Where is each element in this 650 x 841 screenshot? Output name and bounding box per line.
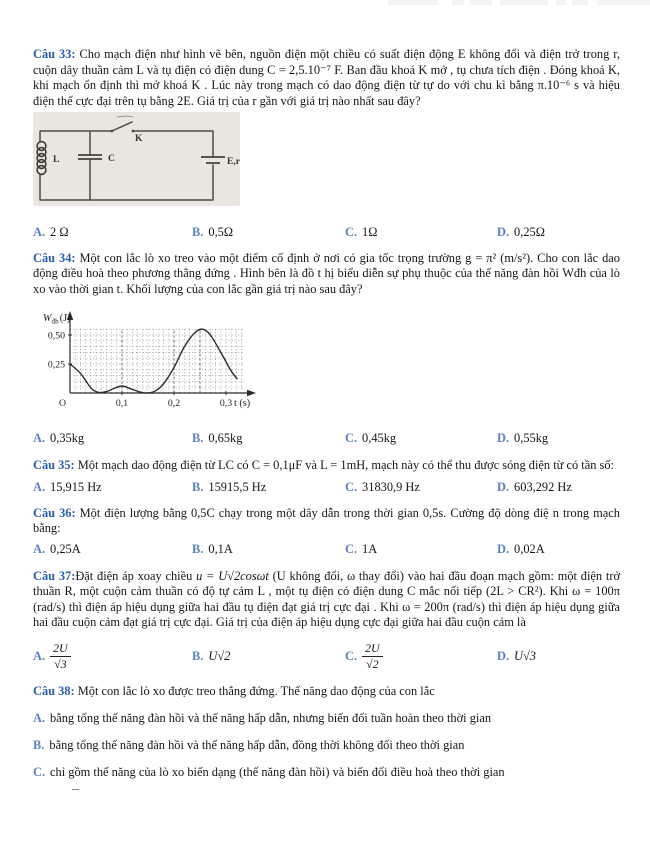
y-tick-label: 0,50: [47, 330, 65, 342]
circuit-figure: [33, 112, 240, 206]
answer-text: 0,5Ω: [208, 224, 234, 239]
answer-letter: C.: [345, 649, 358, 664]
question-36: [33, 506, 620, 558]
question-35-answers: [33, 480, 620, 496]
question-35-body: Một mạch dao động điện từ LC có C = 0,1μF và L = 1mH, mạch này có thể thu được sóng điện từ có tần số:: [77, 457, 614, 472]
answer-option-c: [345, 542, 497, 558]
answer-option-c: [345, 225, 497, 241]
photo-background: [33, 112, 240, 206]
question-38: [33, 684, 620, 781]
answer-letter: B.: [192, 480, 204, 495]
option-letter: A.: [33, 710, 46, 725]
battery-label: E,r: [227, 157, 240, 168]
answer-option-b: [192, 649, 345, 665]
switch-contact: [132, 130, 135, 133]
question-36-text: [33, 506, 620, 537]
answer-option-d: [497, 542, 620, 558]
fraction-value: [362, 642, 383, 673]
answer-option-c: [345, 431, 497, 447]
question-37-answers: [33, 637, 620, 677]
inductor-label: L: [53, 155, 60, 166]
answer-text: 0,25A: [50, 541, 81, 556]
option-b: [33, 738, 620, 754]
answer-text: 2 Ω: [50, 224, 69, 239]
answer-letter: A.: [33, 541, 46, 556]
x-tick-label: 0,2: [167, 398, 181, 410]
question-34-text: [33, 251, 620, 298]
question-34-label: Câu 34:: [33, 250, 76, 265]
answer-option-a: [33, 642, 192, 673]
x-axis-arrow: [247, 390, 256, 396]
y-tick-labels: [48, 331, 72, 371]
question-38-label: Câu 38:: [33, 683, 75, 698]
question-37-body-after: (U không đổi, ω thay đổi) vào hai đầu đoạn mạch gồm: một điện trở thuần R, một cuộn cảm thuần có độ tự cảm L , một tụ điện có điện dung C mắc nối tiếp (2L > CR²). Khi ω = 100π (rad/s) thì điện áp hiệu dụng giữa hai đầu tụ điện đạt giá trị cực đại . Khi ω = 200π (rad/s) thì điện áp hiệu dụng giữa hai đầu cuộn cảm đạt giá trị cực đại. Giá trị của điện áp hiệu dụng cực đại giữa hai đầu cuộn cảm là: [33, 568, 621, 630]
question-38-body: Một con lắc lò xo được treo thẳng đứng. Thế năng dao động của con lắc: [77, 683, 435, 698]
question-37-formula: u = U√2cosωt: [196, 568, 269, 583]
answer-text: 0,25Ω: [514, 224, 545, 239]
answer-text: 0,35kg: [50, 430, 85, 445]
question-33-body: Cho mạch điện như hình vẽ bên, nguồn điện một chiều có suất điện động E không đổi và điện trở trong r, cuộn dây thuần cảm L và tụ điện có điện dung C = 2,5.10⁻⁷ F. Ban đầu khoá K mở , tụ chưa tích điện . Đóng khoá K, khi mạch ổn định thì mở khoá K . Lúc này trong mạch có dao động điện từ tự do với chu kì bằng π.10⁻⁶ s và hiệu điện thế cực đại trên tụ bằng 2E. Giá trị của r gần với giá trị nào nhất sau đây?: [33, 47, 620, 108]
answer-text: 1Ω: [362, 224, 378, 239]
stray-pen-mark: [72, 789, 79, 790]
option-letter: B.: [33, 738, 45, 753]
answer-text: 0,45kg: [362, 430, 397, 445]
option-text: bằng tổng thế năng đàn hồi và thế năng hấp dẫn, đồng thời không đổi theo thời gian: [49, 738, 465, 753]
fraction-value: [50, 642, 71, 673]
answer-text: 15915,5 Hz: [208, 480, 267, 495]
answer-text: 1A: [362, 541, 378, 556]
switch-contact: [111, 130, 114, 133]
y-label-subscript: đh: [51, 317, 59, 326]
answer-option-d: [497, 431, 620, 447]
question-35-text: [33, 458, 620, 474]
y-axis-label: [43, 313, 70, 325]
answer-text: 31830,9 Hz: [362, 480, 420, 495]
question-37-label: Câu 37:: [33, 568, 76, 583]
question-33-text: [33, 47, 620, 109]
answer-letter: C.: [345, 480, 358, 495]
question-37-body-before: Đặt điện áp xoay chiều: [75, 568, 197, 583]
y-label-symbol: W: [43, 313, 52, 325]
question-36-body: Một điện lượng bằng 0,5C chạy trong một dây dẫn trong thời gian 0,5s. Cường độ dòng điệ n trong mạch bằng:: [33, 505, 620, 536]
answer-letter: C.: [345, 430, 358, 445]
question-33-label: Câu 33:: [33, 47, 76, 61]
answer-letter: D.: [497, 480, 510, 495]
graph-grid: [70, 330, 244, 394]
x-axis-label: t (s): [234, 398, 251, 410]
answer-option-a: [33, 542, 192, 558]
page-content: [33, 47, 620, 781]
answer-option-c: [345, 642, 497, 673]
answer-letter: D.: [497, 224, 510, 239]
answer-letter: D.: [497, 541, 510, 556]
fraction-numerator: 2U: [50, 642, 71, 658]
answer-text: 0,02A: [514, 541, 545, 556]
question-36-label: Câu 36:: [33, 505, 76, 520]
answer-option-b: [192, 225, 345, 241]
question-33-answers: [33, 225, 620, 241]
option-c: [33, 765, 620, 781]
fraction-denominator: √2: [366, 657, 379, 672]
fraction-denominator: √3: [54, 657, 67, 672]
answer-text: 0,55kg: [514, 430, 549, 445]
graph-guide-lines: [122, 330, 200, 394]
fraction-numerator: 2U: [362, 642, 383, 658]
x-tick-labels: [116, 391, 232, 409]
answer-option-b: [192, 480, 345, 496]
x-tick-label: 0,1: [115, 398, 129, 410]
x-tick-label: 0,3: [219, 398, 233, 410]
answer-letter: A.: [33, 649, 46, 664]
answer-option-b: [192, 431, 345, 447]
option-letter: C.: [33, 765, 46, 780]
question-36-answers: [33, 542, 620, 558]
option-text: bằng tổng thế năng đàn hồi và thế năng hấp dẫn, nhưng biến đổi tuần hoàn theo thời gian: [50, 710, 492, 725]
answer-text: 0,1A: [208, 541, 233, 556]
answer-option-a: [33, 431, 192, 447]
answer-option-d: [497, 225, 620, 241]
answer-letter: B.: [192, 430, 204, 445]
option-a: [33, 711, 620, 727]
answer-letter: B.: [192, 541, 204, 556]
answer-letter: A.: [33, 430, 46, 445]
answer-text: 0,65kg: [208, 430, 243, 445]
answer-letter: D.: [497, 649, 510, 664]
answer-option-d: [497, 480, 620, 496]
answer-text: U√3: [514, 649, 536, 664]
energy-curve: [70, 329, 237, 393]
answer-letter: B.: [192, 224, 204, 239]
answer-option-c: [345, 480, 497, 496]
question-38-text: [33, 684, 620, 700]
answer-letter: C.: [345, 541, 358, 556]
answer-letter: A.: [33, 224, 46, 239]
question-34-answers: [33, 431, 620, 447]
origin-label: O: [59, 398, 67, 410]
answer-text: U√2: [208, 649, 231, 664]
answer-option-a: [33, 225, 192, 241]
question-33: [33, 47, 620, 241]
y-tick-label: 0,25: [47, 359, 65, 371]
scan-artifact-strip: [0, 0, 650, 6]
answer-option-d: [497, 649, 620, 665]
switch-label: K: [135, 134, 143, 145]
question-37: [33, 569, 620, 677]
option-text: chỉ gồm thế năng của lò xo biến dạng (thế năng đàn hồi) và biến đổi điều hoà theo thời gian: [50, 765, 505, 780]
question-34-body: Một con lắc lò xo treo vào một điểm cố định ở nơi có gia tốc trọng trường g = π² (m/s²). Cho con lắc dao động điều hoà theo phương thẳng đứng . Hình bên là đồ t hị biểu diễn sự phụ thuộc của thế năng đàn hồi Wđh của lò xo vào thời gian t. Khối lượng của con lắc gần giá trị nào sau đây?: [33, 250, 620, 296]
answer-option-b: [192, 542, 345, 558]
question-37-text: [33, 569, 620, 631]
answer-letter: B.: [192, 649, 204, 664]
answer-letter: A.: [33, 480, 46, 495]
energy-graph-figure: [30, 311, 265, 417]
capacitor-label: C: [108, 154, 115, 165]
answer-text: 603,292 Hz: [514, 480, 572, 495]
y-label-unit: (J): [59, 313, 71, 325]
question-35-label: Câu 35:: [33, 457, 75, 472]
answer-option-a: [33, 480, 192, 496]
question-35: [33, 458, 620, 496]
answer-letter: C.: [345, 224, 358, 239]
question-34: [33, 251, 620, 447]
answer-text: 15,915 Hz: [50, 480, 102, 495]
answer-letter: D.: [497, 430, 510, 445]
